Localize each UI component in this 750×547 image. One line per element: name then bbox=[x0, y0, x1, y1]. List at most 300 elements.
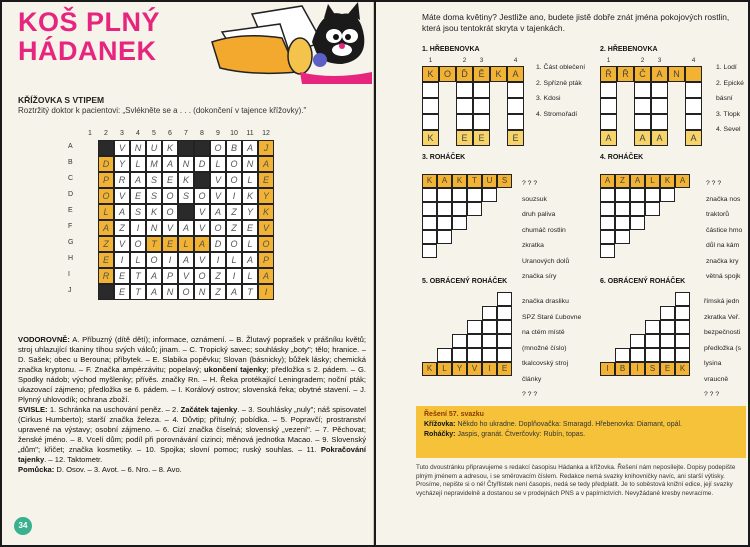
puzzle-cell[interactable] bbox=[467, 320, 482, 334]
clue-line: chumáč rostlin bbox=[522, 226, 566, 234]
row-letter: C bbox=[68, 175, 74, 182]
puzzle-cell[interactable] bbox=[507, 98, 524, 114]
grid-cell[interactable]: E bbox=[242, 220, 258, 236]
grid-cell[interactable]: N bbox=[130, 140, 146, 156]
grid-cell[interactable]: Z bbox=[210, 268, 226, 284]
clue-line: SPZ Staré Ľubovne bbox=[522, 313, 582, 321]
grid-cell[interactable]: O bbox=[226, 156, 242, 172]
puzzle-cell[interactable]: K bbox=[422, 174, 437, 188]
puzzle-cell[interactable] bbox=[615, 188, 630, 202]
clue-line: bezpečnosti bbox=[704, 329, 741, 336]
grid-cell[interactable]: A bbox=[162, 156, 178, 172]
grid-cell[interactable]: O bbox=[130, 236, 146, 252]
puzzle-cell[interactable] bbox=[497, 334, 512, 348]
grid-cell[interactable]: O bbox=[162, 204, 178, 220]
footer-note: Tuto dvoustránku připravujeme s redakcí časopisu Hádanka a křížovka. Řešení nám neposílejte. Dopisy podepište plným jménem a adresou, i se směrovacím číslem. Redakce nemá svazky knihovničky navíc, ani starší výtisky. Prosíme, nepište si o ně! Čtyřlístek není časopis, nedá se tedy předplatit. Je to soběstová knižní edice, její svazky vycházejí nepravidelně a dostanou se v prodejnách PNS a v papírnictvích. Nevyžádané kresby nevracíme. bbox=[416, 464, 736, 497]
puzzle-cell[interactable] bbox=[452, 202, 467, 216]
puzzle-cell[interactable]: K bbox=[422, 130, 439, 146]
puzzle-cell[interactable]: K bbox=[490, 66, 507, 82]
puzzle-cell[interactable] bbox=[615, 348, 630, 362]
grid-cell[interactable]: K bbox=[258, 204, 274, 220]
puzzle-cell[interactable] bbox=[645, 348, 660, 362]
grid-cell[interactable]: V bbox=[114, 188, 130, 204]
puzzle-cell[interactable] bbox=[452, 216, 467, 230]
grid-cell[interactable]: K bbox=[162, 140, 178, 156]
row-letter: A bbox=[68, 143, 73, 150]
grid-cell[interactable]: Z bbox=[98, 236, 114, 252]
puzzle-cell[interactable] bbox=[600, 230, 615, 244]
clue-line: básní bbox=[716, 95, 733, 102]
puzzle-cell[interactable] bbox=[685, 98, 702, 114]
column-number: 4 bbox=[136, 130, 140, 137]
clue-line: ? ? ? bbox=[706, 180, 722, 187]
puzzle-cell[interactable]: A bbox=[651, 130, 668, 146]
grid-cell[interactable] bbox=[178, 204, 194, 220]
across-bold: ukončení tajenky bbox=[204, 365, 267, 374]
puzzle-cell[interactable]: E bbox=[456, 130, 473, 146]
grid-cell[interactable]: N bbox=[162, 284, 178, 300]
puzzle-cell[interactable] bbox=[600, 114, 617, 130]
clue-line: 1. Lodí bbox=[716, 64, 737, 71]
grid-cell[interactable]: I bbox=[130, 220, 146, 236]
grid-cell[interactable] bbox=[194, 140, 210, 156]
puzzle-cell[interactable] bbox=[600, 202, 615, 216]
puzzle-cell[interactable]: I bbox=[600, 362, 615, 376]
puzzle-cell[interactable] bbox=[600, 244, 615, 258]
puzzle-cell[interactable]: Č bbox=[634, 66, 651, 82]
puzzle-cell[interactable]: A bbox=[507, 66, 524, 82]
puzzle-cell[interactable] bbox=[473, 82, 490, 98]
down-label: SVISLE: bbox=[18, 405, 48, 414]
grid-cell[interactable]: Z bbox=[114, 220, 130, 236]
puzzle-cell[interactable] bbox=[437, 202, 452, 216]
down-bold: Začátek tajenky bbox=[180, 405, 238, 414]
grid-cell[interactable]: O bbox=[226, 172, 242, 188]
puzzle-cell[interactable]: I bbox=[482, 362, 497, 376]
grid-cell[interactable]: D bbox=[98, 156, 114, 172]
row-letter: E bbox=[68, 207, 73, 214]
puzzle-cell[interactable] bbox=[422, 114, 439, 130]
grid-cell[interactable]: R bbox=[114, 172, 130, 188]
puzzle-cell[interactable]: Ř bbox=[600, 66, 617, 82]
puzzle-number: 1 bbox=[428, 57, 433, 64]
puzzle-cell[interactable] bbox=[660, 348, 675, 362]
puzzle-cell[interactable] bbox=[497, 320, 512, 334]
puzzle-cell[interactable] bbox=[651, 98, 668, 114]
puzzle-cell[interactable] bbox=[482, 348, 497, 362]
grid-cell[interactable]: I bbox=[162, 252, 178, 268]
puzzle-cell[interactable] bbox=[422, 202, 437, 216]
puzzle-cell[interactable] bbox=[675, 292, 690, 306]
puzzle-cell[interactable]: K bbox=[452, 174, 467, 188]
grid-cell[interactable]: A bbox=[130, 172, 146, 188]
grid-cell[interactable]: T bbox=[130, 284, 146, 300]
puzzle-cell[interactable]: Z bbox=[615, 174, 630, 188]
puzzle-cell[interactable] bbox=[630, 216, 645, 230]
puzzle-cell[interactable] bbox=[422, 82, 439, 98]
puzzle-cell[interactable] bbox=[645, 188, 660, 202]
grid-cell[interactable]: P bbox=[98, 172, 114, 188]
grid-cell[interactable]: A bbox=[178, 220, 194, 236]
grid-cell[interactable]: A bbox=[98, 220, 114, 236]
grid-cell[interactable]: L bbox=[130, 252, 146, 268]
puzzle-cell[interactable] bbox=[456, 114, 473, 130]
puzzle-cell[interactable]: K bbox=[675, 362, 690, 376]
puzzle-cell[interactable] bbox=[422, 216, 437, 230]
column-number: 1 bbox=[88, 130, 92, 137]
grid-cell[interactable]: E bbox=[130, 188, 146, 204]
puzzle-cell[interactable] bbox=[645, 320, 660, 334]
intro-text: Máte doma květiny? Jestliže ano, budete jistě dobře znát jména pokojových rostlin, která jsou tentokrát skryta v tajenkách. bbox=[422, 12, 730, 33]
clue-line: 4. Stromořadí bbox=[536, 110, 578, 118]
grid-cell[interactable]: S bbox=[178, 188, 194, 204]
puzzle-cell[interactable]: B bbox=[615, 362, 630, 376]
row-letter: G bbox=[68, 239, 74, 246]
puzzle-cell[interactable] bbox=[497, 306, 512, 320]
grid-cell[interactable]: O bbox=[226, 236, 242, 252]
puzzle-cell[interactable] bbox=[473, 98, 490, 114]
grid-cell[interactable]: V bbox=[194, 252, 210, 268]
grid-cell[interactable] bbox=[98, 284, 114, 300]
grid-cell[interactable]: L bbox=[242, 268, 258, 284]
puzzle-cell[interactable]: A bbox=[634, 130, 651, 146]
puzzle-cell[interactable]: E bbox=[473, 130, 490, 146]
grid-cell[interactable]: M bbox=[146, 156, 162, 172]
puzzle-cell[interactable]: Ď bbox=[456, 66, 473, 82]
column-number: 9 bbox=[216, 130, 220, 137]
grid-cell[interactable]: L bbox=[178, 236, 194, 252]
grid-cell[interactable]: N bbox=[146, 220, 162, 236]
puzzle-cell[interactable] bbox=[685, 82, 702, 98]
page-title bbox=[18, 8, 160, 66]
puzzle-cell[interactable]: Y bbox=[452, 362, 467, 376]
grid-cell[interactable]: E bbox=[258, 172, 274, 188]
puzzle-cell[interactable]: S bbox=[497, 174, 512, 188]
clue-line: značka drasliku bbox=[522, 298, 569, 305]
grid-cell[interactable]: E bbox=[162, 236, 178, 252]
grid-cell[interactable]: I bbox=[226, 188, 242, 204]
puzzle-cell[interactable] bbox=[685, 66, 702, 82]
grid-cell[interactable]: P bbox=[162, 268, 178, 284]
puzzle-2-clues bbox=[716, 60, 744, 138]
grid-cell[interactable]: V bbox=[194, 220, 210, 236]
puzzle-cell[interactable]: A bbox=[437, 174, 452, 188]
clue-line: 3. Tlopk bbox=[716, 110, 741, 118]
grid-cell[interactable]: E bbox=[98, 252, 114, 268]
puzzle-cell[interactable] bbox=[437, 216, 452, 230]
grid-cell[interactable]: S bbox=[146, 188, 162, 204]
puzzle-cell[interactable] bbox=[497, 292, 512, 306]
grid-cell[interactable]: O bbox=[210, 220, 226, 236]
grid-cell[interactable]: Z bbox=[226, 204, 242, 220]
puzzle-cell[interactable]: A bbox=[600, 130, 617, 146]
grid-cell[interactable]: L bbox=[242, 172, 258, 188]
puzzle-cell[interactable] bbox=[600, 98, 617, 114]
puzzle-cell[interactable]: A bbox=[651, 66, 668, 82]
grid-cell[interactable]: S bbox=[146, 172, 162, 188]
column-number: 7 bbox=[184, 130, 188, 137]
clues bbox=[18, 335, 366, 475]
puzzle-cell[interactable] bbox=[482, 306, 497, 320]
puzzle-cell[interactable] bbox=[437, 188, 452, 202]
puzzle-5-clues bbox=[522, 294, 581, 403]
puzzle-cell[interactable] bbox=[675, 334, 690, 348]
puzzle-cell[interactable]: A bbox=[675, 174, 690, 188]
clue-line: traktorů bbox=[706, 211, 730, 218]
puzzle-cell[interactable] bbox=[422, 98, 439, 114]
grid-cell[interactable]: Y bbox=[114, 156, 130, 172]
grid-cell[interactable]: T bbox=[146, 236, 162, 252]
clue-line: částice hmo bbox=[706, 226, 743, 234]
grid-cell[interactable]: A bbox=[242, 252, 258, 268]
grid-cell[interactable]: A bbox=[114, 204, 130, 220]
grid-cell[interactable]: O bbox=[98, 188, 114, 204]
column-number: 6 bbox=[168, 130, 172, 137]
grid-cell[interactable]: I bbox=[226, 268, 242, 284]
down-text-2: . – 3. Souhlásky „nuly"; náš spisovatel (Cirkus Humberto); starší značka železa. – 4. Důvtip; přítulný; pobídka. – 5. Popravčí; prostranství upravené na výstavy; osobní zájmeno. – 6. Cizí značka číselná; slovenský „vezení". – 7. Pěchovat; ženské jméno. – 8. Vcelí dům; podíl při porovnávání cizinci; měnová jednotka Macao. – 9. Slovenský „dům"; křičet; značka kosmetiky. – 10. Spojka; slovní pomoc; ruský souhlas. – 11. bbox=[18, 405, 366, 454]
puzzle-cell[interactable]: K bbox=[422, 362, 437, 376]
puzzle-cell[interactable] bbox=[675, 306, 690, 320]
puzzle-cell[interactable] bbox=[467, 202, 482, 216]
grid-cell[interactable]: T bbox=[242, 284, 258, 300]
puzzle-cell[interactable]: E bbox=[497, 362, 512, 376]
puzzle-cell[interactable] bbox=[615, 216, 630, 230]
puzzle-cell[interactable] bbox=[675, 348, 690, 362]
puzzle-cell[interactable] bbox=[422, 188, 437, 202]
puzzle-cell[interactable] bbox=[600, 82, 617, 98]
grid-cell[interactable]: V bbox=[194, 204, 210, 220]
grid-cell[interactable]: O bbox=[178, 284, 194, 300]
puzzle-cell[interactable]: Ě bbox=[473, 66, 490, 82]
grid-cell[interactable]: T bbox=[130, 268, 146, 284]
grid-cell[interactable]: O bbox=[210, 140, 226, 156]
clue-line: římská jedn bbox=[704, 298, 740, 305]
across-label: VODOROVNĚ: bbox=[18, 335, 70, 344]
grid-cell[interactable]: Y bbox=[242, 204, 258, 220]
grid-cell[interactable]: A bbox=[194, 236, 210, 252]
grid-cell[interactable]: L bbox=[242, 236, 258, 252]
right-page bbox=[376, 2, 748, 545]
puzzle-1-title: 1. HŘEBENOVKA bbox=[422, 46, 480, 53]
grid-cell[interactable]: A bbox=[178, 252, 194, 268]
clue-line: předložka (s bbox=[704, 344, 742, 352]
puzzle-cell[interactable] bbox=[497, 348, 512, 362]
puzzle-cell[interactable] bbox=[660, 188, 675, 202]
grid-cell[interactable]: A bbox=[210, 204, 226, 220]
puzzle-cell[interactable] bbox=[456, 82, 473, 98]
puzzle-cell[interactable]: A bbox=[630, 174, 645, 188]
grid-cell[interactable]: P bbox=[258, 252, 274, 268]
grid-cell[interactable]: V bbox=[210, 172, 226, 188]
grid-cell[interactable]: V bbox=[114, 236, 130, 252]
across-text: A. Příbuzný (dítě dětí); informace, oznámení. – B. Žlutavý poprašek v prášníku květů; stroj uhlazující tkaniny tíhou svých válců; jinam. – C. Tropický savec; souhlásky „boty"; tělo; hranice. – D. Sašek; obec u Berouna; příbytek. – E. Slabika popěvku; Slovan (básnicky); bůžek lásky; chemická značka kryptonu. – F. Značka ampérzávitu; popelavý; bbox=[18, 335, 366, 374]
clue-line: ? ? ? bbox=[704, 391, 720, 398]
grid-cell[interactable]: L bbox=[130, 156, 146, 172]
puzzle-cell[interactable] bbox=[660, 306, 675, 320]
puzzle-cell[interactable] bbox=[615, 230, 630, 244]
clue-line: souzsuk bbox=[522, 195, 547, 203]
grid-cell[interactable]: V bbox=[114, 140, 130, 156]
puzzle-cell[interactable] bbox=[630, 348, 645, 362]
grid-cell[interactable]: L bbox=[226, 252, 242, 268]
hint-label: Pomůcka: bbox=[18, 465, 55, 474]
puzzle-cell[interactable] bbox=[630, 334, 645, 348]
row-letter: J bbox=[68, 287, 72, 294]
puzzle-cell[interactable] bbox=[507, 82, 524, 98]
puzzle-cell[interactable] bbox=[630, 188, 645, 202]
puzzle-cell[interactable] bbox=[600, 188, 615, 202]
puzzle-cell[interactable] bbox=[422, 230, 437, 244]
grid-cell[interactable]: K bbox=[178, 172, 194, 188]
puzzle-cell[interactable]: L bbox=[437, 362, 452, 376]
grid-cell[interactable]: I bbox=[114, 252, 130, 268]
puzzle-cell[interactable] bbox=[685, 114, 702, 130]
puzzle-cell[interactable] bbox=[452, 188, 467, 202]
puzzle-cell[interactable]: O bbox=[439, 66, 456, 82]
puzzle-cell[interactable] bbox=[615, 202, 630, 216]
clue-line: značka nos bbox=[706, 195, 741, 203]
grid-cell[interactable]: V bbox=[162, 220, 178, 236]
puzzle-cell[interactable] bbox=[630, 202, 645, 216]
column-number: 8 bbox=[200, 130, 204, 137]
grid-cell[interactable]: A bbox=[242, 140, 258, 156]
clue-line: důl na kám bbox=[706, 242, 740, 249]
puzzle-cell[interactable] bbox=[452, 334, 467, 348]
grid-cell[interactable]: E bbox=[114, 268, 130, 284]
grid-cell[interactable]: A bbox=[258, 268, 274, 284]
puzzle-cell[interactable]: E bbox=[507, 130, 524, 146]
puzzle-cell[interactable] bbox=[467, 348, 482, 362]
grid-cell[interactable]: A bbox=[226, 284, 242, 300]
grid-cell[interactable]: L bbox=[98, 204, 114, 220]
puzzle-cell[interactable] bbox=[467, 334, 482, 348]
puzzle-cell[interactable] bbox=[634, 114, 651, 130]
section-intro: Roztržitý doktor k pacientovi: „Svlékněte se a . . . (dokončení v tajence křížovky)." bbox=[18, 106, 307, 115]
grid-cell[interactable]: V bbox=[178, 268, 194, 284]
puzzle-cell[interactable] bbox=[507, 114, 524, 130]
grid-cell[interactable]: V bbox=[210, 188, 226, 204]
puzzle-cell[interactable]: Í bbox=[630, 362, 645, 376]
grid-cell[interactable]: N bbox=[194, 284, 210, 300]
puzzle-cell[interactable]: E bbox=[660, 362, 675, 376]
grid-cell[interactable]: U bbox=[146, 140, 162, 156]
column-number: 12 bbox=[262, 130, 270, 137]
grid-cell[interactable]: R bbox=[98, 268, 114, 284]
column-number: 2 bbox=[104, 130, 108, 137]
grid-cell[interactable]: O bbox=[146, 252, 162, 268]
down-text: 1. Schránka na uschování peněz. – 2. bbox=[49, 405, 179, 414]
grid-cell[interactable]: S bbox=[130, 204, 146, 220]
puzzle-cell[interactable]: L bbox=[645, 174, 660, 188]
puzzle-cell[interactable]: N bbox=[668, 66, 685, 82]
puzzle-cell[interactable] bbox=[634, 98, 651, 114]
puzzle-cell[interactable] bbox=[634, 82, 651, 98]
grid-cell[interactable]: Z bbox=[210, 284, 226, 300]
grid-cell[interactable]: L bbox=[210, 156, 226, 172]
grid-cell[interactable]: I bbox=[258, 284, 274, 300]
grid-cell[interactable]: A bbox=[146, 268, 162, 284]
puzzle-number: 2 bbox=[640, 57, 645, 64]
grid-cell[interactable]: V bbox=[258, 220, 274, 236]
grid-cell[interactable]: Y bbox=[258, 188, 274, 204]
grid-cell[interactable]: O bbox=[194, 188, 210, 204]
page-number: 34 bbox=[14, 517, 32, 535]
puzzle-cell[interactable] bbox=[467, 188, 482, 202]
puzzle-cell[interactable] bbox=[660, 320, 675, 334]
grid-cell[interactable]: I bbox=[210, 252, 226, 268]
grid-cell[interactable] bbox=[98, 140, 114, 156]
puzzle-cell[interactable] bbox=[473, 114, 490, 130]
grid-cell[interactable] bbox=[178, 140, 194, 156]
puzzle-cell[interactable] bbox=[660, 334, 675, 348]
grid-cell[interactable]: J bbox=[258, 140, 274, 156]
clue-line: lysina bbox=[704, 360, 722, 367]
puzzle-cell[interactable] bbox=[456, 98, 473, 114]
puzzle-cell[interactable] bbox=[482, 320, 497, 334]
puzzle-cell[interactable]: A bbox=[600, 174, 615, 188]
grid-cell[interactable] bbox=[194, 172, 210, 188]
grid-cell[interactable]: D bbox=[210, 236, 226, 252]
puzzle-number: 3 bbox=[657, 57, 662, 64]
puzzle-cell[interactable] bbox=[600, 216, 615, 230]
puzzle-cell[interactable]: U bbox=[482, 174, 497, 188]
clue-line: 1. Část oblečení bbox=[536, 64, 586, 71]
puzzle-6-clues bbox=[704, 294, 741, 403]
puzzle-cell[interactable] bbox=[482, 334, 497, 348]
puzzle-cell[interactable] bbox=[675, 320, 690, 334]
puzzle-cell[interactable] bbox=[482, 188, 497, 202]
puzzle-cell[interactable]: K bbox=[660, 174, 675, 188]
grid-cell[interactable]: K bbox=[146, 204, 162, 220]
answers-box bbox=[416, 406, 746, 458]
puzzle-cell[interactable]: K bbox=[422, 66, 439, 82]
grid-cell[interactable]: D bbox=[194, 156, 210, 172]
puzzle-cell[interactable]: Ř bbox=[617, 66, 634, 82]
grid-cell[interactable]: E bbox=[162, 172, 178, 188]
grid-cell[interactable]: O bbox=[194, 268, 210, 284]
grid-cell[interactable]: A bbox=[146, 284, 162, 300]
grid-cell[interactable]: O bbox=[162, 188, 178, 204]
puzzle-cell[interactable]: V bbox=[467, 362, 482, 376]
grid-cell[interactable]: Z bbox=[226, 220, 242, 236]
grid-cell[interactable]: O bbox=[258, 236, 274, 252]
puzzle-cell[interactable] bbox=[645, 202, 660, 216]
puzzle-cell[interactable] bbox=[452, 348, 467, 362]
puzzle-cell[interactable] bbox=[437, 230, 452, 244]
grid-cell[interactable]: B bbox=[226, 140, 242, 156]
cat-illustration bbox=[182, 2, 372, 84]
answers-title: Řešení 57. svazku bbox=[424, 411, 484, 418]
grid-cell[interactable]: E bbox=[114, 284, 130, 300]
puzzle-cell[interactable] bbox=[651, 82, 668, 98]
row-letter: B bbox=[68, 159, 73, 166]
puzzle-cell[interactable] bbox=[645, 334, 660, 348]
puzzle-cell[interactable] bbox=[422, 244, 437, 258]
grid-cell[interactable]: N bbox=[178, 156, 194, 172]
puzzle-cell[interactable] bbox=[437, 348, 452, 362]
puzzle-cell[interactable]: S bbox=[645, 362, 660, 376]
puzzle-cell[interactable]: A bbox=[685, 130, 702, 146]
grid-cell[interactable]: A bbox=[258, 156, 274, 172]
grid-cell[interactable]: K bbox=[242, 188, 258, 204]
puzzle-cell[interactable] bbox=[651, 114, 668, 130]
answers-text-1: Někdo ho ukradne. Doplňovačka: Smaragd. Hřebenovka: Diamant, opál. bbox=[457, 421, 682, 428]
puzzle-3-title: 3. ROHÁČEK bbox=[422, 154, 466, 161]
down-text-3: . – 12. Taktometr. bbox=[44, 455, 103, 464]
puzzle-cell[interactable]: T bbox=[467, 174, 482, 188]
grid-cell[interactable]: N bbox=[242, 156, 258, 172]
column-number: 3 bbox=[120, 130, 124, 137]
